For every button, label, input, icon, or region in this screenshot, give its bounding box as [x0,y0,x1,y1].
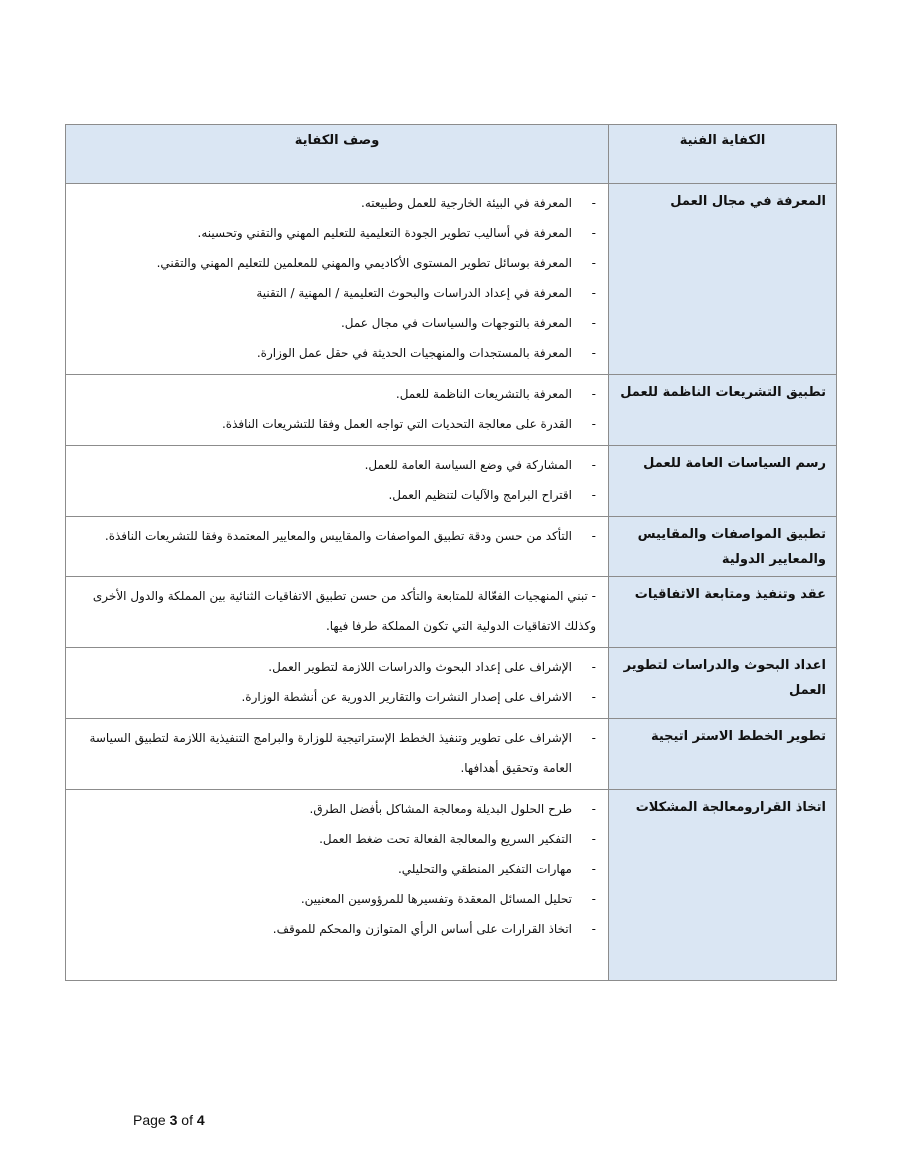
list-item: - المعرفة بالمستجدات والمنهجيات الحديثة في حقل عمل الوزارة. [256,346,596,360]
competency-title: اعداد البحوث والدراسات لتطوير العمل [623,658,826,698]
list-item: - اتخاذ القرارات على أساس الرأي المتوازن والمحكم للموقف. [272,922,596,936]
table-row [66,790,837,981]
description-cell [66,790,609,981]
description-cell [66,719,609,790]
list-item: - تحليل المسائل المعقدة وتفسيرها للمرؤوسين المعنيين. [300,892,596,906]
list-item: - اقتراح البرامج والآليات لتنظيم العمل. [388,488,596,502]
table-row [66,517,837,577]
list-item: - المعرفة في أساليب تطوير الجودة التعليمية للتعليم المهني والتقني وتحسينه. [197,226,596,240]
list-item: - المعرفة في البيئة الخارجية للعمل وطبيعته. [361,196,596,210]
competency-cell [609,719,837,790]
header-description: وصف الكفاية [294,133,380,148]
description-list [66,719,608,789]
list-item: - التأكد من حسن ودقة تطبيق المواصفات والمقاييس والمعايير المعتمدة وفقا للتشريعات النافذة. [104,529,596,543]
description-cell [66,446,609,517]
list-item: - المعرفة في إعداد الدراسات والبحوث التعليمية / المهنية / التقنية [256,286,596,300]
competency-title: رسم السياسات العامة للعمل [643,456,826,471]
description-list [66,517,608,557]
list-item: - الإشراف على تطوير وتنفيذ الخطط الإستراتيجية للوزارة والبرامج التنفيذية اللازمة لتطبيق السياسة العامة وتحقيق أهدافها. [89,731,596,775]
description-cell [66,648,609,719]
description-list [66,375,608,445]
header-competency-cell [609,125,837,184]
description-cell [66,184,609,375]
list-item: - الاشراف على إصدار النشرات والتقارير الدورية عن أنشطة الوزارة. [241,690,596,704]
description-cell [66,375,609,446]
competency-cell [609,648,837,719]
competency-cell [609,517,837,577]
list-item: - المشاركة في وضع السياسة العامة للعمل. [364,458,596,472]
competency-title: عقد وتنفيذ ومتابعة الاتفاقيات [634,587,826,602]
list-item: - المعرفة بوسائل تطوير المستوى الأكاديمي والمهني للمعلمين للتعليم المهني والتقني. [156,256,596,270]
table-row [66,446,837,517]
list-item: - الإشراف على إعداد البحوث والدراسات اللازمة لتطوير العمل. [268,660,596,674]
competency-title: تطبيق التشريعات الناظمة للعمل [620,385,826,400]
list-item: - طرح الحلول البديلة ومعالجة المشاكل بأفضل الطرق. [309,802,596,816]
table-row [66,577,837,648]
description-list [66,184,608,374]
table-row [66,719,837,790]
competency-title: المعرفة في مجال العمل [670,194,826,209]
header-description-cell [66,125,609,184]
table-row [66,375,837,446]
page-footer [133,1112,205,1128]
list-item: - المعرفة بالتشريعات الناظمة للعمل. [395,387,596,401]
description-cell [66,577,609,648]
footer-current-page: 3 [169,1112,178,1128]
list-item: - مهارات التفكير المنطقي والتحليلي. [397,862,596,876]
competency-cell [609,790,837,981]
description-text: - تبني المنهجيات الفعّالة للمتابعة والتأكد من حسن تطبيق الاتفاقيات الثنائية بين المملكة والدول الأخرى وكذلك الاتفاقيات الدولية التي تكون المملكة طرفا فيها. [92,589,596,633]
competency-title: اتخاذ القرارومعالجة المشكلات [635,800,826,815]
header-competency: الكفاية الفنية [679,133,766,148]
description-list [66,790,608,950]
footer-total-pages: 4 [196,1112,205,1128]
competency-cell [609,446,837,517]
table-header-row [66,125,837,184]
competency-title: تطبيق المواصفات والمقاييس والمعايير الدولية [637,527,826,567]
description-cell [66,517,609,577]
footer-of-word: of [181,1112,193,1128]
competency-title: تطوير الخطط الاستر اتيجية [650,729,826,744]
competency-cell [609,577,837,648]
competency-table [65,124,837,981]
table-row [66,184,837,375]
list-item: - القدرة على معالجة التحديات التي تواجه العمل وفقا للتشريعات النافذة. [221,417,596,431]
competency-cell [609,375,837,446]
footer-page-word: Page [133,1112,166,1128]
table-row [66,648,837,719]
description-list [66,648,608,718]
list-item: - المعرفة بالتوجهات والسياسات في مجال عمل. [340,316,596,330]
description-list [66,446,608,516]
competency-cell [609,184,837,375]
list-item: - التفكير السريع والمعالجة الفعالة تحت ضغط العمل. [319,832,596,846]
